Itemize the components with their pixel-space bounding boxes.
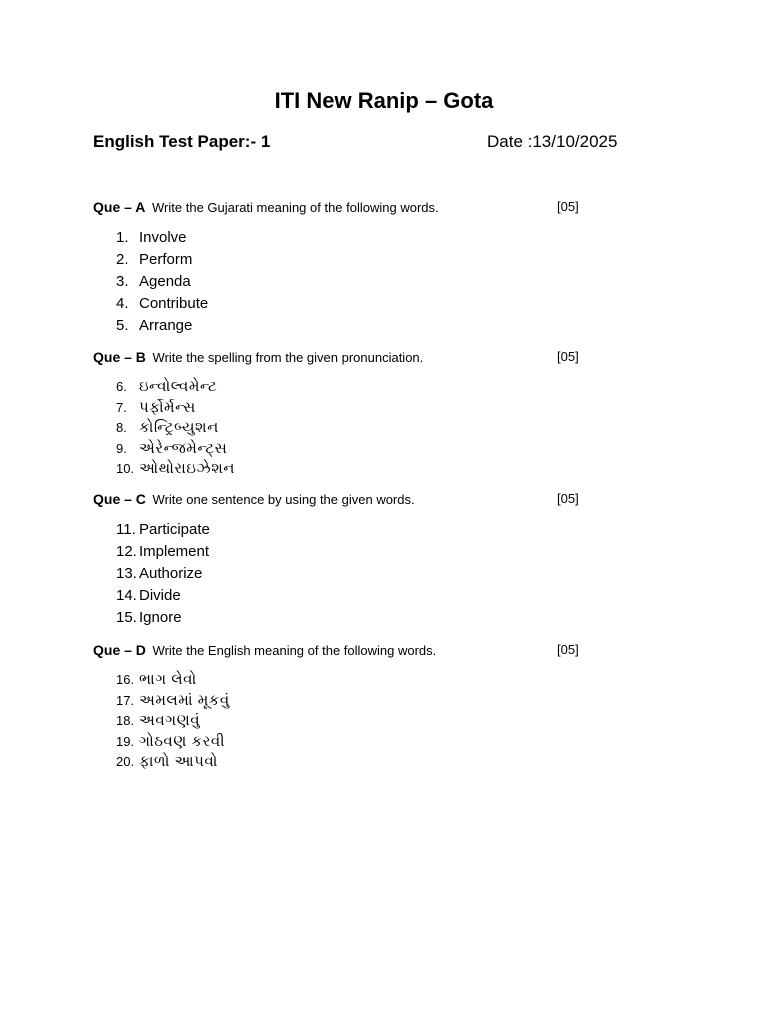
list-item [116,418,235,439]
question-d-list [116,670,230,773]
list-item [116,315,208,337]
test-paper-heading: English Test Paper:- 1 [93,132,271,151]
list-item [116,293,208,315]
item-number: 19. [116,733,135,749]
item-word: અમલમાં મૂકવું [139,691,230,709]
item-number: 5. [116,317,129,334]
item-word: ફાળો આપવો [139,753,218,770]
item-word: Participate [139,521,210,538]
list-item [116,398,235,419]
item-number: 15. [116,609,137,626]
item-number: 16. [116,672,135,687]
item-word: Divide [139,587,181,604]
question-instruction: Write the Gujarati meaning of the following words. [152,200,439,215]
item-word: Authorize [139,565,203,582]
item-number: 8. [116,420,127,435]
list-item [116,752,230,773]
item-number: 7. [116,399,127,415]
item-number: 13. [116,565,137,582]
item-word: ગોઠવણ કરવી [139,732,226,750]
list-item [116,377,235,398]
item-word: Arrange [139,317,193,334]
item-word: Implement [139,543,210,560]
item-word: એરેન્જમેન્ટ્સ [139,439,228,457]
question-a [93,199,593,215]
list-item [116,249,208,271]
item-number: 6. [116,379,127,394]
question-b-list [116,377,235,480]
item-number: 3. [116,273,129,290]
question-marks: [05] [557,349,579,364]
list-item [116,227,208,249]
question-a-list [116,227,208,337]
item-number: 11. [116,521,136,538]
item-number: 9. [116,440,127,456]
item-word: પર્ફોર્મન્સ [139,398,196,416]
item-word: ઓથોરાઇઝેશન [139,460,235,477]
question-marks: [05] [557,199,579,214]
item-number: 1. [116,229,129,246]
item-number: 10. [116,461,135,476]
list-item [116,711,230,732]
list-item [116,732,230,753]
date-text: Date :13/10/2025 [487,132,618,151]
item-number: 20. [116,754,135,769]
question-d [93,642,593,658]
page-title: ITI New Ranip – Gota [274,88,494,113]
list-item [116,691,230,712]
question-instruction: Write the English meaning of the following words. [152,643,437,658]
list-item [116,439,235,460]
item-word: અવગણવું [139,712,201,729]
item-word: Involve [139,229,187,246]
item-word: Ignore [139,609,182,626]
list-item [116,607,210,629]
item-word: કોન્ટ્રિબ્યુશન [139,419,219,436]
item-number: 12. [116,543,137,560]
question-instruction: Write one sentence by using the given words. [152,492,415,507]
question-marks: [05] [557,491,579,506]
question-label: Que – B [93,349,146,365]
list-item [116,541,210,563]
item-number: 4. [116,295,129,312]
question-b [93,349,593,365]
item-word: Agenda [139,273,191,290]
question-label: Que – A [93,199,146,215]
list-item [116,585,210,607]
question-c-list [116,519,210,629]
item-number: 14. [116,587,137,604]
list-item [116,519,210,541]
item-word: ભાગ લેવો [139,671,197,688]
list-item [116,563,210,585]
item-word: Perform [139,251,193,268]
question-marks: [05] [557,642,579,657]
question-label: Que – C [93,491,146,507]
item-number: 17. [116,692,135,708]
list-item [116,459,235,480]
list-item [116,271,208,293]
item-word: ઇન્વોલ્વમેન્ટ [139,378,218,395]
list-item [116,670,230,691]
question-label: Que – D [93,642,146,658]
question-c [93,491,593,507]
item-number: 18. [116,713,135,728]
item-word: Contribute [139,295,209,312]
item-number: 2. [116,251,129,268]
question-instruction: Write the spelling from the given pronunciation. [152,350,424,365]
